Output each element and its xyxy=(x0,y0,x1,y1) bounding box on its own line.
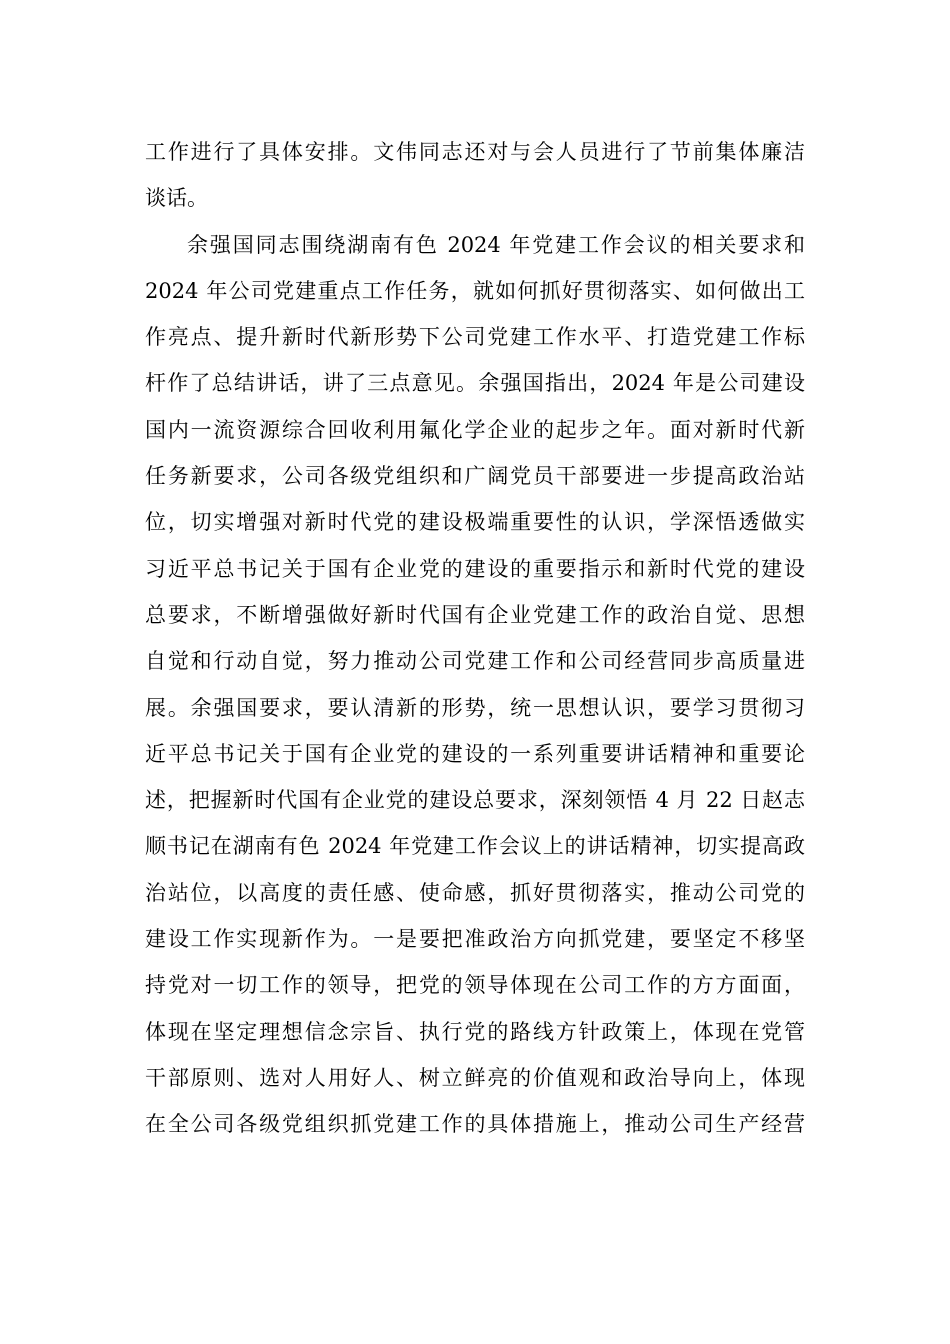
text-line: 建设工作实现新作为。一是要把准政治方向抓党建，要坚定不移坚 xyxy=(145,927,805,952)
text-line: 干部原则、选对人用好人、树立鲜亮的价值观和政治导向上，体现 xyxy=(145,1065,805,1090)
text-line: 国内一流资源综合回收利用氟化学企业的起步之年。面对新时代新 xyxy=(145,417,805,442)
text-line: 位，切实增强对新时代党的建设极端重要性的认识，学深悟透做实 xyxy=(145,510,805,535)
text-line: 顺书记在湖南有色 2024 年党建工作会议上的讲话精神，切实提高政 xyxy=(145,834,805,859)
text-line: 2024 年公司党建重点工作任务，就如何抓好贯彻落实、如何做出工 xyxy=(145,278,805,303)
text-line: 治站位，以高度的责任感、使命感，抓好贯彻落实，推动公司党的 xyxy=(145,880,805,905)
text-line: 持党对一切工作的领导，把党的领导体现在公司工作的方方面面， xyxy=(145,973,805,998)
text-line: 作亮点、提升新时代新形势下公司党建工作水平、打造党建工作标 xyxy=(145,325,805,350)
text-line: 习近平总书记关于国有企业党的建设的重要指示和新时代党的建设 xyxy=(145,556,805,581)
text-line: 在全公司各级党组织抓党建工作的具体措施上，推动公司生产经营 xyxy=(145,1112,805,1137)
text-line: 展。余强国要求，要认清新的形势，统一思想认识，要学习贯彻习 xyxy=(145,695,805,720)
text-line: 体现在坚定理想信念宗旨、执行党的路线方针政策上，体现在党管 xyxy=(145,1019,805,1044)
text-line: 总要求，不断增强做好新时代国有企业党建工作的政治自觉、思想 xyxy=(145,602,805,627)
text-line: 述，把握新时代国有企业党的建设总要求，深刻领悟 4 月 22 日赵志 xyxy=(145,788,805,813)
text-line: 任务新要求，公司各级党组织和广阔党员干部要进一步提高政治站 xyxy=(145,464,805,489)
text-line: 近平总书记关于国有企业党的建设的一系列重要讲话精神和重要论 xyxy=(145,741,805,766)
text-line: 工作进行了具体安排。文伟同志还对与会人员进行了节前集体廉洁 xyxy=(145,140,805,164)
body-text xyxy=(145,129,805,1148)
paragraph-first-line: 余强国同志围绕湖南有色 2024 年党建工作会议的相关要求和 xyxy=(187,232,805,257)
text-line: 杆作了总结讲话，讲了三点意见。余强国指出，2024 年是公司建设 xyxy=(145,371,805,396)
text-line: 自觉和行动自觉，努力推动公司党建工作和公司经营同步高质量进 xyxy=(145,649,805,674)
text-line: 谈话。 xyxy=(145,186,208,211)
